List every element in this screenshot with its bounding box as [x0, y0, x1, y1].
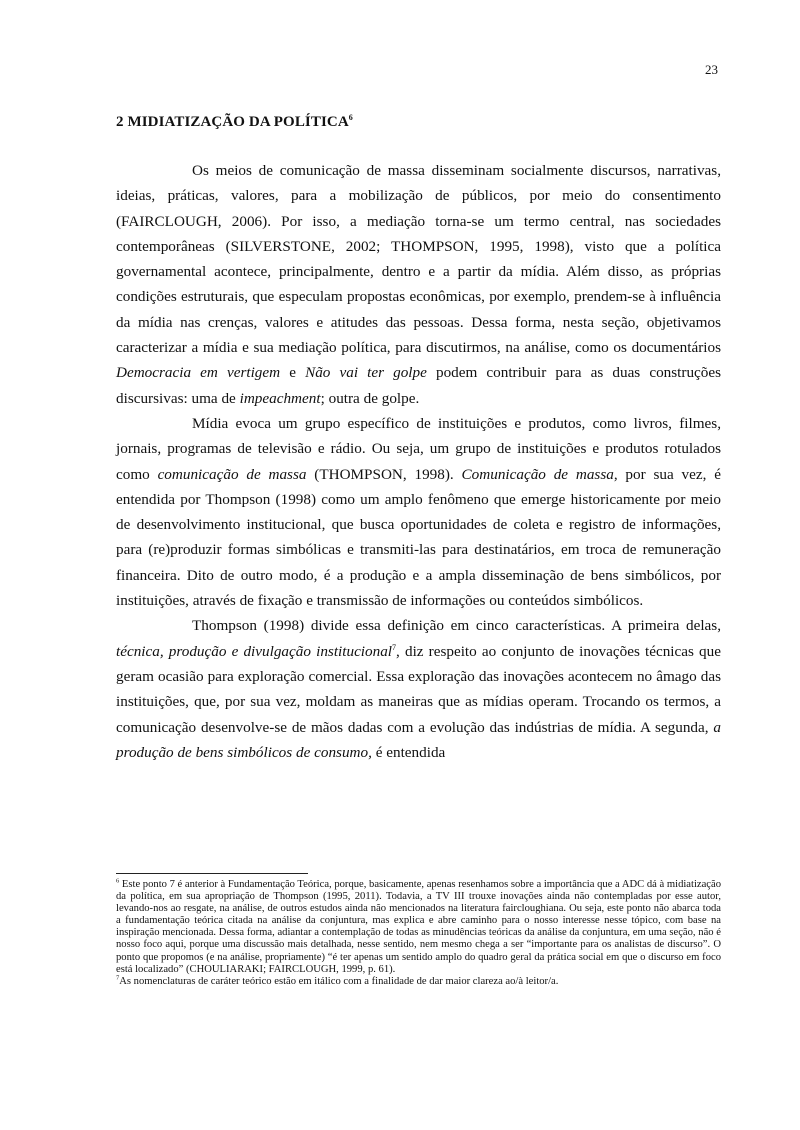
- section-heading-text: 2 MIDIATIZAÇÃO DA POLÍTICA: [116, 114, 349, 130]
- text-run: podem contribuir para as duas construções discursivas: uma de: [116, 364, 722, 407]
- footnote-text: As nomenclaturas de caráter teórico estão em itálico com a finalidade de dar maior clareza ao/à leitor/a.: [119, 975, 559, 987]
- text-run: , diz respeito ao conjunto de inovações técnicas que geram ocasião para exploração comercial. Essa exploração das inovações acontecem no âmago das instituições, que, por sua vez, moldam as maneiras que as mídias operam. Trocando os termos, a comunicação desenvolve-se de mãos dadas com a evolução das indústrias de mídia. A segunda,: [116, 642, 721, 736]
- text-run: , por sua vez, é entendida por Thompson (1998) como um amplo fenômeno que emerge historicamente por meio de desenvolvimento institucional, que busca oportunidades de coleta e registro de informações, para (re)produzir formas simbólicas e transmiti-las para destinatários, em troca de remuneração financeira. Dito de outro modo, é a produção e a ampla disseminação de bens simbólicos, por instituições, através de fixação e transmissão de informações ou conteúdos simbólicos.: [116, 465, 721, 610]
- italic-term: Comunicação de massa: [461, 465, 614, 483]
- footnote-7: [116, 976, 721, 988]
- paragraph-2: [116, 411, 721, 613]
- footnotes: [116, 879, 721, 988]
- paragraph-1: [116, 158, 721, 411]
- footnote-text: Este ponto 7 é anterior à Fundamentação Teórica, porque, basicamente, apenas resenhamos sobre a importância que a ADC dá à midiatização da política, em sua apropriação de Thompson (1995, 2011). Todavia, a TV III trouxe inovações ainda não contempladas por esse autor, levando-nos ao resgate, na análise, de outros estudos ainda não mencionados na literatura faircloughiana. Ou seja, este ponto não abarca toda a fundamentação teórica citada na análise da conjuntura, mas explica e abre caminho para o nosso interesse nesse tópico, com base na inspiração mencionada. Dessa forma, adiantar a contemplação de todas as minudências teóricas da análise da conjuntura, em uma seção, não é nosso foco aqui, porque uma discussão mais detalhada, nesse sentido, nem mesmo chega a ser “importante para os analistas de discurso”. O ponto que propomos (e na análise, propriamente) “é ter apenas um sentido amplo do quadro geral da prática social em que o discurso em foco está localizado” (CHOULIARAKI; FAIRCLOUGH, 1999, p. 61).: [116, 879, 721, 975]
- italic-term: técnica, produção e divulgação institucional: [116, 642, 393, 660]
- text-run: ; outra de golpe.: [320, 389, 420, 407]
- italic-term: comunicação de massa: [157, 465, 307, 483]
- footnote-ref-6: 6: [348, 113, 353, 122]
- footnote-mark: 7: [116, 974, 120, 982]
- footnote-6: [116, 879, 721, 976]
- footnote-mark: 6: [116, 877, 120, 885]
- italic-term: impeachment: [239, 389, 321, 407]
- footnote-ref-7: 7: [392, 642, 397, 652]
- footnote-separator: [116, 873, 308, 874]
- italic-term: Democracia em vertigem: [116, 364, 281, 382]
- italic-term: Não vai ter golpe: [305, 364, 427, 382]
- text-run: Thompson (1998) divide essa definição em cinco características. A primeira delas,: [192, 617, 721, 635]
- text-run: Mídia evoca um grupo específico de instituições e produtos, como livros, filmes, jornais, programas de televisão e rádio. Ou seja, um grupo de instituições e produtos rotulados como: [116, 414, 721, 483]
- text-run: e: [280, 364, 306, 382]
- text-run: (THOMPSON, 1998).: [306, 465, 462, 483]
- body-text: [116, 158, 721, 765]
- text-run: Os meios de comunicação de massa disseminam socialmente discursos, narrativas, ideias, práticas, valores, para a mobilização de públicos, por meio do consentimento (FAIRCLOUGH, 2006). Por isso, a mediação torna-se um termo central, nas sociedades contemporâneas (SILVERSTONE, 2002; THOMPSON, 1995, 1998), visto que a política governamental acontece, principalmente, dentro e a partir da mídia. Além disso, as próprias condições estruturais, que especulam propostas econômicas, por exemplo, prendem-se à influência da mídia nas crenças, valores e atitudes das pessoas. Dessa forma, nesta seção, objetivamos caracterizar a mídia e sua mediação política, para discutirmos, na análise, como os documentários: [116, 162, 721, 357]
- paragraph-3: [116, 613, 721, 765]
- text-run: é entendida: [371, 743, 446, 761]
- italic-term: a produção de bens simbólicos de consumo,: [116, 718, 721, 761]
- page-number: 23: [705, 62, 718, 77]
- section-heading: [116, 113, 353, 131]
